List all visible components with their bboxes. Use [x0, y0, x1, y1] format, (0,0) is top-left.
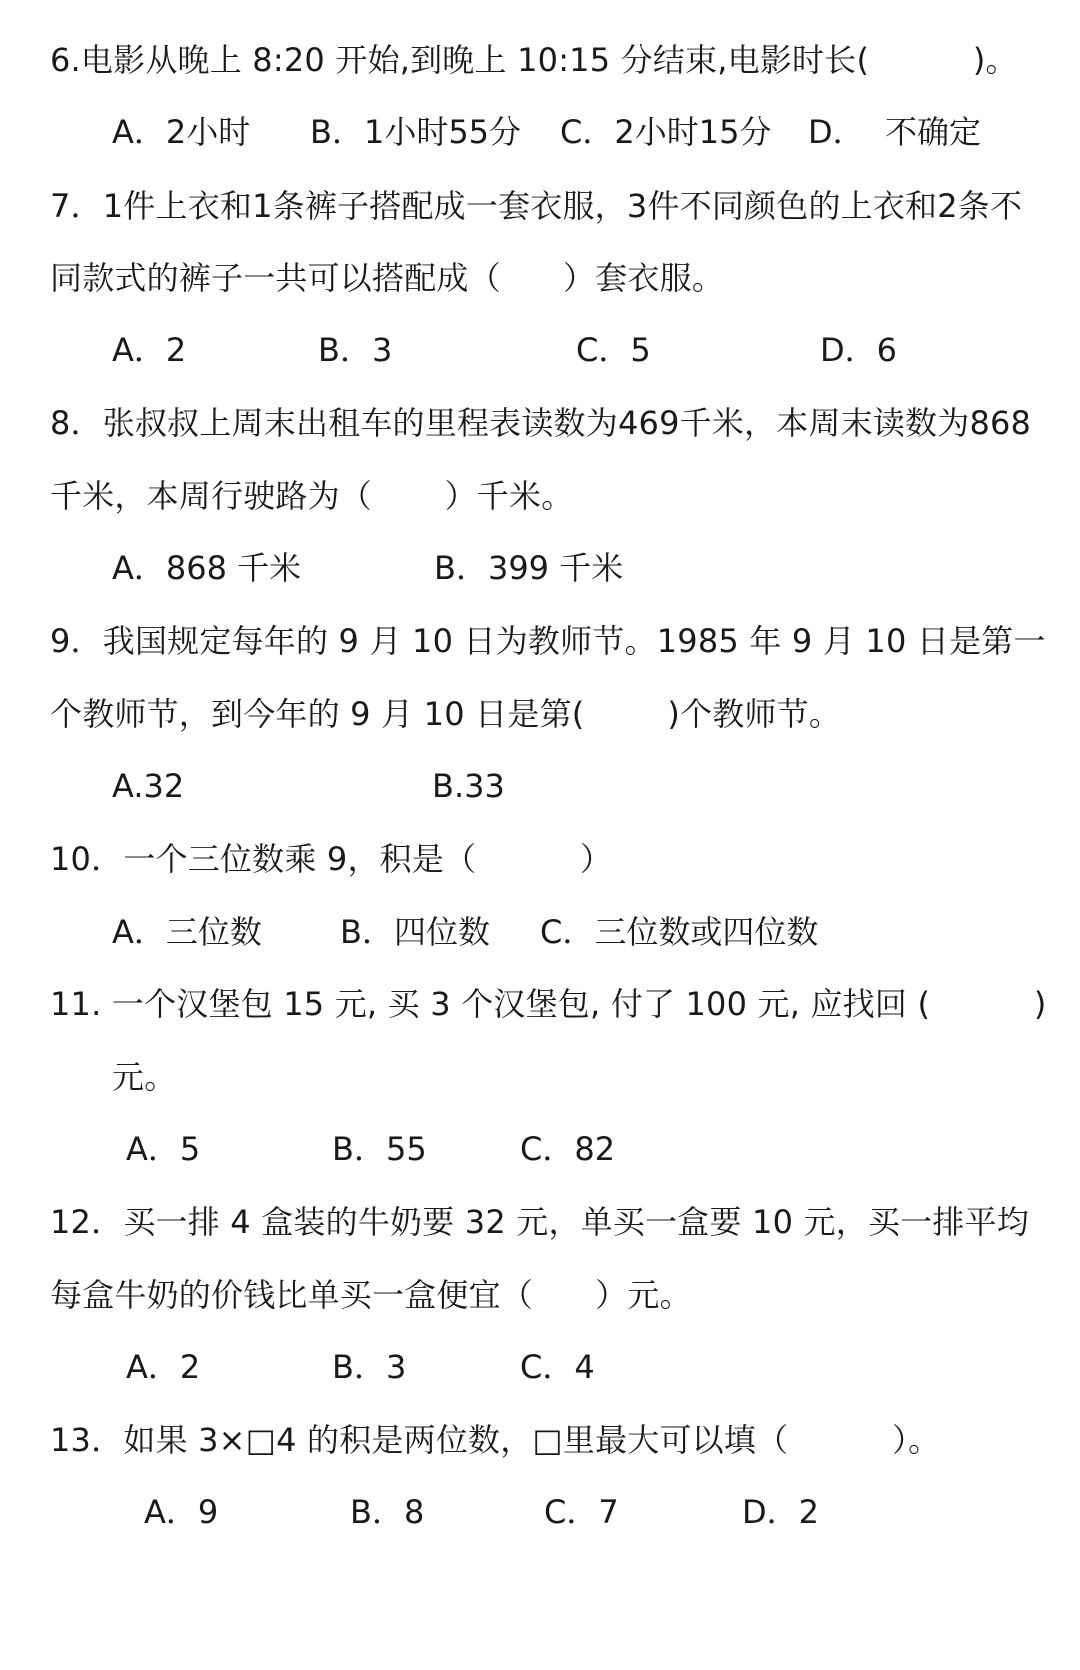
question-11-line-1: 11. 一个汉堡包 15 元, 买 3 个汉堡包, 付了 100 元, 应找回 ( ): [50, 985, 1047, 1023]
question-8-line-1: 8．张叔叔上周末出租车的里程表读数为469千米，本周末读数为868: [50, 404, 1032, 442]
question-13-option-d: D．2: [742, 1493, 820, 1531]
question-8-option-b: B．399 千米: [434, 549, 624, 587]
question-12-option-b: B．3: [332, 1348, 407, 1386]
question-6-option-c: C．2小时15分: [560, 113, 772, 151]
question-9-option-a: A.32: [112, 767, 185, 805]
question-12-option-c: C．4: [520, 1348, 595, 1386]
question-6-option-d: D． 不确定: [808, 113, 981, 151]
question-7-line-1: 7．1件上衣和1条裤子搭配成一套衣服，3件不同颜色的上衣和2条不: [50, 187, 1023, 225]
question-7-line-2: 同款式的裤子一共可以搭配成（ ）套衣服。: [50, 259, 725, 297]
question-13-line-1: 13．如果 3×□4 的积是两位数，□里最大可以填（ ）。: [50, 1421, 941, 1459]
question-11-line-2: 元。: [112, 1058, 177, 1096]
question-9-line-2: 个教师节，到今年的 9 月 10 日是第( )个教师节。: [50, 695, 842, 733]
question-13-option-a: A．9: [144, 1493, 219, 1531]
question-9-option-b: B.33: [432, 767, 505, 805]
question-12-option-a: A．2: [126, 1348, 201, 1386]
question-6-option-b: B．1小时55分: [310, 113, 522, 151]
question-10-option-c: C．三位数或四位数: [540, 913, 819, 951]
question-7-option-a: A．2: [112, 331, 187, 369]
question-8-line-2: 千米，本周行驶路为（ ）千米。: [50, 477, 574, 515]
question-12-line-2: 每盒牛奶的价钱比单买一盒便宜（ ）元。: [50, 1276, 692, 1314]
question-6-line-1: 6.电影从晚上 8:20 开始,到晚上 10:15 分结束,电影时长( )。: [50, 41, 1018, 79]
question-11-option-a: A．5: [126, 1130, 201, 1168]
question-7-option-c: C．5: [576, 331, 651, 369]
question-7-option-d: D．6: [820, 331, 898, 369]
question-10-line-1: 10．一个三位数乘 9，积是（ ）: [50, 840, 613, 878]
question-9-line-1: 9．我国规定每年的 9 月 10 日为教师节。1985 年 9 月 10 日是第一: [50, 622, 1046, 660]
question-11-option-c: C．82: [520, 1130, 616, 1168]
question-13-option-c: C．7: [544, 1493, 619, 1531]
question-6-option-a: A．2小时: [112, 113, 251, 151]
question-11-option-b: B．55: [332, 1130, 427, 1168]
question-10-option-a: A．三位数: [112, 913, 262, 951]
question-12-line-1: 12．买一排 4 盒装的牛奶要 32 元，单买一盒要 10 元，买一排平均: [50, 1203, 1029, 1241]
question-7-option-b: B．3: [318, 331, 393, 369]
question-10-option-b: B．四位数: [340, 913, 490, 951]
question-8-option-a: A．868 千米: [112, 549, 302, 587]
question-13-option-b: B．8: [350, 1493, 425, 1531]
